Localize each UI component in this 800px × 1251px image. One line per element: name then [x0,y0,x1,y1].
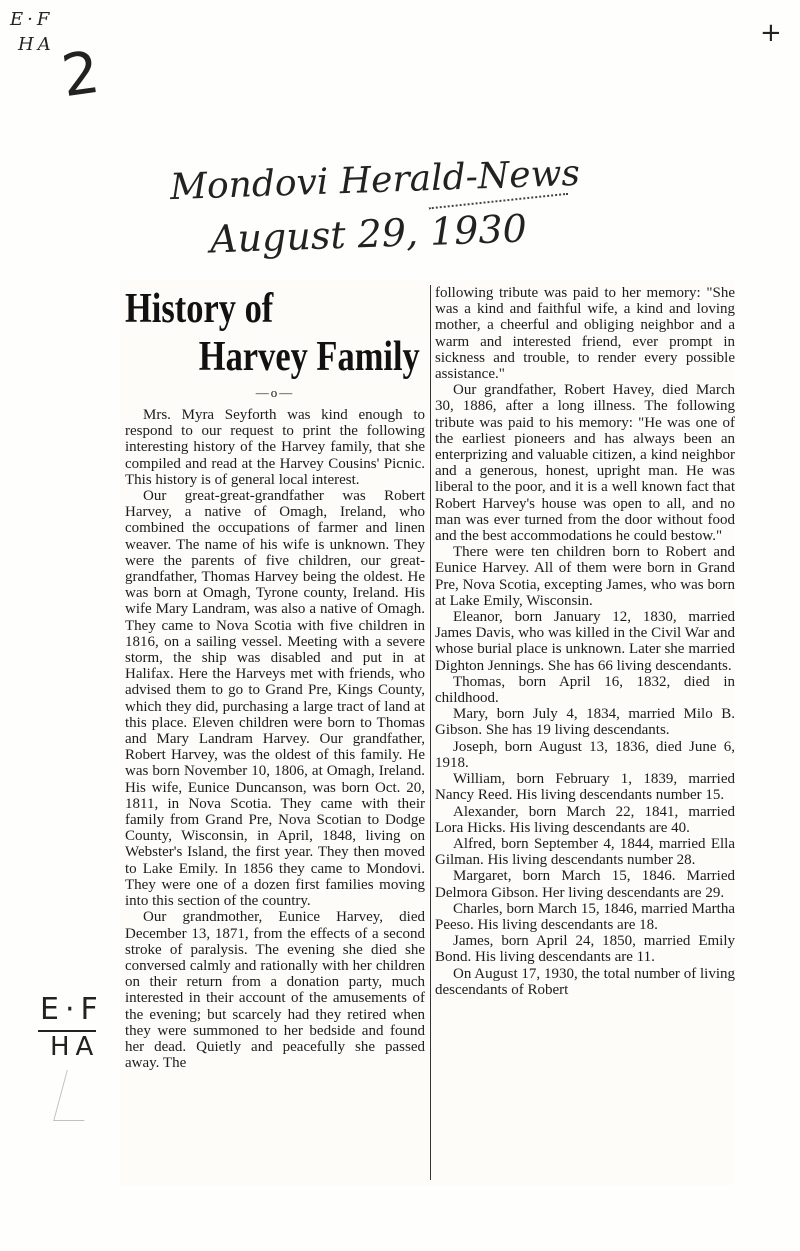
handwritten-number: 2 [57,37,104,111]
newspaper-clipping [120,280,735,1185]
paragraph: On August 17, 1930, the total number of living descendants of Robert [435,965,735,998]
headline-line-1: History of [125,286,274,332]
handwritten-code-side-2: HA [50,1032,100,1062]
right-column [430,285,735,1180]
paragraph: Charles, born March 15, 1846, married Martha Peeso. His living descendants are 18. [435,900,735,933]
paragraph: Our grandfather, Robert Havey, died March 30, 1886, after a long illness. The following tribute was paid to his memory: "He was one of the earliest pioneers and has always been an enterprizing and valuable citizen, a kind neighbor and a generous, honest, upright man. He was liberal to the poor, and it is a well known fact that Robert Harvey's house was open to all, and no man was ever turned from the door without food and the best accommodations he could bestow." [435,382,735,545]
handwritten-code-side: E·F [40,992,104,1027]
headline-line-2: Harvey Family [198,334,420,380]
paragraph: Margaret, born March 15, 1846. Married Delmora Gibson. Her living descendants are 29. [435,868,735,901]
paragraph: following tribute was paid to her memory: "She was a kind and faithful wife, a kind and loving mother, a cheerful and obliging neighbor and a warm and interested friend, ever prompt in sickness and trouble, to render every possible assistance." [435,285,735,383]
paragraph: Alexander, born March 22, 1841, married Lora Hicks. His living descendants are 40. [435,803,735,836]
left-column [125,285,425,1071]
paragraph: There were ten children born to Robert and Eunice Harvey. All of them were born in Grand Pre, Nova Scotia, excepting James, who was born at Lake Emily, Wisconsin. [435,544,735,609]
paragraph: Our grandmother, Eunice Harvey, died December 13, 1871, from the effects of a second stroke of paralysis. The evening she died she conversed calmly and rationally with her children on their return from a donation party, much interested in their account of the amusements of the evening; but scarcely had they retired when they were summoned to her bedside and found her dead. Quietly and peacefully she passed away. The [125,909,425,1072]
paragraph: Joseph, born August 13, 1836, died June 6, 1918. [435,738,735,771]
handwritten-code-top: E·F [10,9,54,30]
handwritten-date: August 29, 1930 [209,206,528,262]
paragraph: William, born February 1, 1839, married Nancy Reed. His living descendants number 15. [435,771,735,804]
handwritten-code-top-2: HA [18,34,55,55]
paragraph: James, born April 24, 1850, married Emily Bond. His living descendants are 11. [435,933,735,966]
paragraph: Mary, born July 4, 1834, married Milo B. Gibson. She has 19 living descendants. [435,706,735,739]
paragraph: Mrs. Myra Seyforth was kind enough to respond to our request to print the following interesting history of the Harvey family, that she compiled and read at the Harvey Cousins' Picnic. This history is of general local interest. [125,407,425,488]
handwritten-plus-mark: + [760,18,782,48]
paragraph: Thomas, born April 16, 1832, died in childhood. [435,673,735,707]
paragraph: Our great-great-grandfather was Robert Harvey, a native of Omagh, Ireland, who combined the occupations of farmer and linen weaver. The name of his wife is unknown. They were the parents of five children, our great-grandfather, Thomas Harvey being the oldest. He was born at Omagh, Tyrone county, Ireland. His wife Mary Landram, was also a native of Omagh. They came to Nova Scotia with five children in 1816, on a sailing vessel. Meeting with a severe storm, the ship was disabled and put in at Halifax. Here the Harveys met with friends, who advised them to go to Grand Pre, Kings County, which they did, purchasing a large tract of land at this place. Eleven children were born to Thomas and Mary Landram Harvey. Our grandfather, Robert Harvey, was the oldest of this family. He was born November 10, 1806, at Omagh, Ireland. His wife, Eunice Duncanson, was born Oct. 20, 1811, in Nova Scotia. They came with their family from Grand Pre, Nova Scotian to Dodge County, Wisconsin, in April, 1848, living on Webster's Island, the first year. They then moved to Lake Emily. In 1856 they came to Mondovi. They were one of a dozen first families moving into this section of the country. [125,488,425,910]
pencil-mark [53,1070,98,1121]
paragraph: Eleanor, born January 12, 1830, married James Davis, who was killed in the Civil War and whose burial place is unknown. Later she married Dighton Jennings. She has 66 living descendants. [435,609,735,674]
paragraph: Alfred, born September 4, 1844, married Ella Gilman. His living descendants number 28. [435,835,735,869]
article-headline [125,285,420,381]
section-divider: —o— [255,385,295,400]
handwritten-newspaper-name: Mondovi Herald-News [169,152,581,209]
